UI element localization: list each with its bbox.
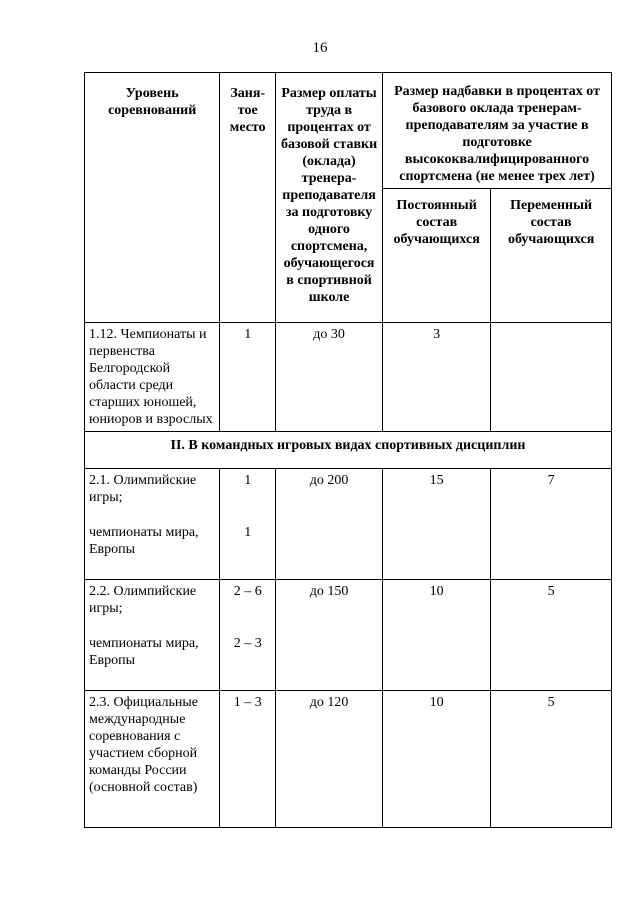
row-level [85,580,220,691]
row-variable: 5 [491,580,612,691]
section-row [85,432,612,469]
place-olympic: 2 – 6 [233,584,262,599]
header-bonus: Размер надбавки в процентах от базового оклада тренерам-преподавателям за участие в подготовке высококвалифицированного спортсмена (не менее трех лет) [383,73,612,189]
section-title: II. В командных игровых видах спортивных дисциплин [85,432,612,469]
level-world-europe: чемпионаты мира, Европы [89,525,199,557]
row-pay: до 150 [276,580,383,691]
row-place: 1 – 3 [220,691,276,828]
level-olympic: 2.1. Олимпийские игры; [89,473,197,505]
row-permanent: 10 [383,580,491,691]
row-place [220,469,276,580]
level-olympic: 2.2. Олимпийские игры; [89,584,197,616]
row-level [85,469,220,580]
bonus-table [84,72,612,828]
header-row [85,73,612,189]
row-level: 1.12. Чемпионаты и первенства Белгородской области среди старших юношей, юниоров и взрослых [85,323,220,432]
table-row [85,323,612,432]
row-variable: 5 [491,691,612,828]
row-pay: до 30 [276,323,383,432]
place-world-europe: 1 [244,525,252,540]
row-permanent: 10 [383,691,491,828]
row-pay: до 200 [276,469,383,580]
row-place: 1 [220,323,276,432]
header-permanent: Постоянный состав обучающихся [383,189,491,323]
row-permanent: 15 [383,469,491,580]
header-pay: Размер оплаты труда в процентах от базовой ставки (оклада) тренера-преподавателя за подготовку одного спортсмена, обучающегося в спортивной школе [276,73,383,323]
row-permanent: 3 [383,323,491,432]
row-level: 2.3. Официальные международные соревнования с участием сборной команды России (основной состав) [85,691,220,828]
header-level: Уровень соревнований [85,73,220,323]
row-variable [491,323,612,432]
place-world-europe: 2 – 3 [233,636,262,651]
page-number: 16 [312,40,328,56]
row-pay: до 120 [276,691,383,828]
place-olympic: 1 [244,473,252,488]
row-variable: 7 [491,469,612,580]
table-row [85,469,612,580]
table-row [85,580,612,691]
header-variable: Переменный состав обучающихся [491,189,612,323]
header-place: Заня-тое место [220,73,276,323]
row-place [220,580,276,691]
level-world-europe: чемпионаты мира, Европы [89,636,199,668]
table-row [85,691,612,828]
